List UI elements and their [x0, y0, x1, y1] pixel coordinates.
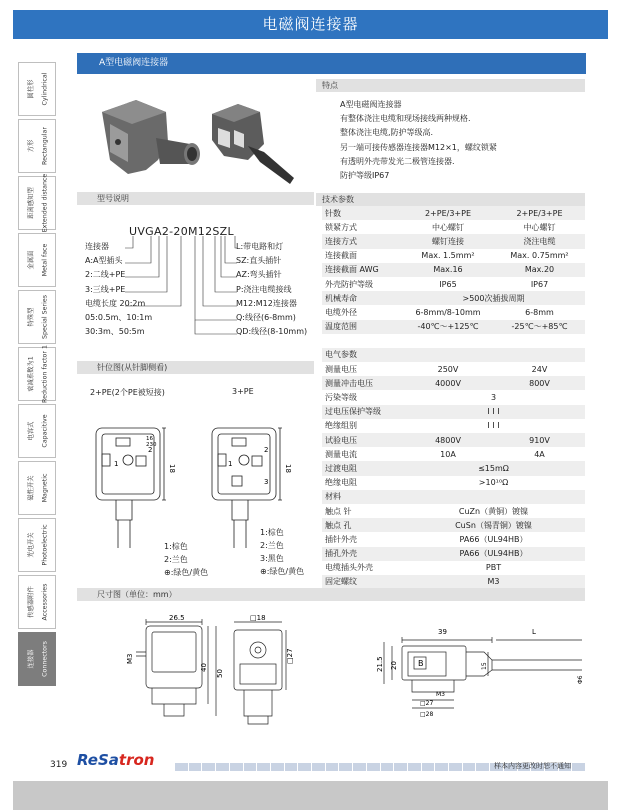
spec-row — [322, 362, 585, 376]
text-line: 有整体浇注电缆和现场接线两种规格. — [340, 114, 471, 124]
dim3-h3: 15 — [481, 662, 488, 670]
text-line: 05:0.5m、10:1m — [85, 313, 153, 323]
dimension-drawings — [112, 612, 592, 730]
strip-cell — [202, 763, 215, 771]
spec-value — [402, 490, 494, 504]
features-list — [340, 98, 585, 183]
spec-label — [322, 334, 402, 348]
spec-label: 外壳防护等级 — [325, 279, 373, 289]
spec-value: 浇注电缆 — [494, 234, 585, 248]
spec-value: CuZn（黄铜）镀镍 — [458, 506, 529, 516]
section-title: A型电磁阀连接器 — [77, 53, 586, 74]
text-line: 防护等级IP67 — [340, 171, 390, 181]
side-tab-label: 衰减系数为1 — [27, 356, 35, 392]
svg-text:2: 2 — [264, 446, 269, 454]
text-line: 3:三线+PE — [85, 284, 126, 294]
strip-cell — [449, 763, 462, 771]
strip-cell — [353, 763, 366, 771]
side-tab-label-en: Connectors — [41, 641, 49, 677]
strip-cell — [422, 763, 435, 771]
spec-value: 螺钉连接 — [402, 234, 494, 248]
page-title: 电磁阀连接器 — [13, 10, 608, 39]
pins-right-legend — [260, 526, 304, 578]
spec-row — [322, 291, 585, 305]
dim3-b2: □28 — [420, 711, 434, 718]
spec-label: 电气参数 — [322, 348, 402, 362]
pins-right-title: 3+PE — [232, 387, 254, 396]
side-tab-label: 电容式 — [27, 421, 35, 441]
side-tab-6[interactable] — [18, 404, 56, 458]
spec-label: 试验电压 — [322, 433, 402, 447]
spec-value: IP65 — [439, 279, 457, 289]
text-line: 整体浇注电缆,防护等级高. — [340, 128, 434, 138]
text-line: 2:二线+PE — [85, 270, 126, 280]
strip-cell — [216, 763, 229, 771]
spec-value: 800V — [494, 376, 585, 390]
connector-photo-left — [102, 100, 200, 174]
side-tab-8[interactable] — [18, 518, 56, 572]
features-header: 特点 — [316, 79, 585, 92]
spec-label: 触点 孔 — [322, 518, 402, 532]
side-tab-label-en: Reduction factor 1 — [41, 345, 49, 403]
spec-label: 连接截面 AWG — [322, 263, 402, 277]
spec-value: 910V — [494, 433, 585, 447]
text-line: 2:兰色 — [260, 541, 284, 550]
strip-cell — [326, 763, 339, 771]
spec-row — [322, 305, 585, 319]
strip-cell — [394, 763, 407, 771]
spec-row — [322, 390, 585, 404]
strip-cell — [285, 763, 298, 771]
spec-value: 250V — [437, 364, 459, 374]
spec-value: 6-8mm/8-10mm — [415, 307, 481, 317]
side-tab-label: 传感器附件 — [27, 586, 35, 618]
text-line: 有透明外壳带发光二极管连接器. — [340, 156, 455, 166]
spec-row — [322, 376, 585, 390]
spec-value — [494, 490, 585, 504]
spec-label: 测量电流 — [325, 449, 357, 459]
spec-value — [494, 348, 585, 362]
model-header: 型号说明 — [77, 192, 314, 205]
text-line: ⊕:绿色/黄色 — [260, 567, 305, 576]
logo-part-a: ReSa — [77, 751, 119, 769]
spec-value: CuSn（锡青铜）镀镍 — [402, 518, 585, 532]
side-tab-7[interactable] — [18, 461, 56, 515]
spec-label: 插孔外壳 — [322, 547, 402, 561]
side-tab-label: 圆柱形 — [27, 79, 35, 99]
spec-value: 2+PE/3+PE — [402, 206, 494, 220]
strip-cell — [271, 763, 284, 771]
strip-cell — [244, 763, 257, 771]
spec-row — [322, 518, 585, 532]
spec-row — [322, 320, 585, 334]
svg-text:3: 3 — [264, 478, 269, 486]
spec-label: 温度范围 — [322, 320, 402, 334]
dim3-h1: 21.5 — [376, 656, 384, 672]
spec-row — [322, 447, 585, 461]
side-tab-label-en: Magnetic — [41, 473, 49, 503]
dim3-badge: B — [418, 659, 424, 668]
spec-row — [322, 405, 585, 419]
spec-row — [322, 277, 585, 291]
spec-label: 污染等级 — [325, 393, 357, 403]
spec-row — [322, 206, 585, 220]
spec-value: >10¹⁰Ω — [478, 478, 509, 488]
spec-label: 固定螺纹 — [322, 575, 402, 589]
svg-text:1: 1 — [228, 460, 233, 468]
strip-cell — [367, 763, 380, 771]
side-tab-label-en: Cylindrical — [41, 72, 49, 106]
side-tab-1[interactable] — [18, 119, 56, 173]
text-line: L:带电路和灯 — [236, 242, 284, 251]
spec-label: 过渡电阻 — [322, 461, 402, 475]
side-tab-label: 光电开关 — [27, 532, 35, 558]
spec-value: ≤15mΩ — [402, 461, 585, 475]
footer-notice: 样本内容更改时恕不通知 — [494, 762, 571, 770]
spec-row — [322, 263, 585, 277]
text-line: ⊕:绿色/黄色 — [164, 568, 209, 577]
spec-label: 锁紧方式 — [325, 222, 357, 232]
spec-label: 机械寿命 — [322, 291, 402, 305]
dim3-width: 39 — [438, 628, 447, 636]
spec-row — [322, 461, 585, 475]
specs-table — [322, 206, 585, 589]
pins-header: 针位图(从针脚侧看) — [77, 361, 314, 374]
spec-label: 连接方式 — [322, 234, 402, 248]
side-tab-5[interactable] — [18, 347, 56, 401]
page-number: 319 — [50, 760, 68, 770]
svg-text:2: 2 — [148, 446, 153, 454]
spec-label: 过电压保护等级 — [322, 405, 402, 419]
spec-row — [322, 348, 585, 362]
spec-label: 绝缘电阻 — [325, 478, 357, 488]
spec-value: 10A — [440, 449, 456, 459]
text-line: P:浇注电缆接线 — [236, 284, 292, 294]
side-tab-label-en: Capacitive — [41, 414, 49, 448]
spec-value: IP67 — [530, 279, 549, 289]
spec-row — [322, 249, 585, 263]
dim1-width: 26.5 — [169, 614, 185, 622]
side-tab-4[interactable] — [18, 290, 56, 344]
spec-value: Max. 0.75mm² — [510, 251, 569, 261]
spec-value: 4A — [534, 449, 545, 459]
side-tab-label: 距离感知型 — [27, 187, 35, 219]
spec-value: PA66（UL94HB） — [402, 547, 585, 561]
strip-cell — [230, 763, 243, 771]
spec-label: 触点 针 — [325, 506, 352, 516]
text-line: 1:棕色 — [260, 528, 284, 537]
model-right-labels — [236, 240, 307, 339]
pin-dim-230: 230 — [146, 442, 157, 448]
spec-value: Max. 1.5mm² — [421, 251, 475, 261]
strip-cell — [476, 763, 489, 771]
spec-row — [322, 220, 585, 234]
dims-header: 尺寸图（单位：mm） — [77, 588, 585, 601]
strip-cell — [435, 763, 448, 771]
text-line: Q:线径(6-8mm) — [236, 313, 296, 323]
side-tab-label: 方形 — [27, 139, 35, 153]
side-tab-2[interactable] — [18, 173, 56, 233]
text-line: A型电磁阀连接器 — [340, 100, 402, 109]
side-tab-label: 连接器 — [27, 649, 35, 669]
side-tab-label-en: Photoelectric — [41, 524, 49, 566]
dim3-length: L — [532, 628, 536, 636]
product-photos — [88, 90, 308, 190]
pin-dim-18-right: 18 — [284, 464, 292, 473]
spec-value: -40℃～+125℃ — [402, 320, 494, 334]
spec-row — [322, 234, 585, 248]
dim2-height: □27 — [286, 648, 294, 664]
text-line: QD:线径(8-10mm) — [236, 327, 308, 337]
strip-cell — [312, 763, 325, 771]
dim3-h2: 20 — [390, 661, 398, 670]
brand-logo — [77, 751, 154, 769]
dim1-m3: M3 — [126, 653, 134, 664]
spec-row — [322, 575, 585, 589]
spec-value: 2+PE/3+PE — [494, 206, 585, 220]
dim3-m3: M3 — [436, 691, 445, 698]
pin-dim-18-left: 18 — [168, 464, 176, 473]
dim3-dia: Φ6 — [577, 675, 584, 684]
side-tab-label-en: Rectangular — [41, 127, 49, 165]
side-tab-3[interactable] — [18, 233, 56, 287]
spec-value — [402, 348, 494, 362]
side-tab-label-en: Metal face — [41, 243, 49, 277]
text-line: 另一端可接传感器连接器M12×1，螺纹锁紧 — [340, 142, 497, 152]
text-line: 1:棕色 — [164, 542, 188, 551]
spec-value — [402, 334, 494, 348]
connector-photo-right — [212, 104, 294, 184]
spec-row — [322, 433, 585, 447]
spec-value: 4800V — [402, 433, 494, 447]
pin-dim-16: 16 — [146, 436, 153, 442]
side-tab-label-en: Accessories — [41, 583, 49, 621]
side-tab-9[interactable] — [18, 575, 56, 629]
strip-cell — [298, 763, 311, 771]
spec-label: 测量电压 — [325, 364, 357, 374]
spec-label: 电缆外径 — [325, 307, 357, 317]
spec-value: PBT — [485, 563, 502, 573]
logo-part-b: tron — [118, 751, 155, 769]
text-line: 3:黑色 — [260, 554, 284, 563]
spec-value: 3 — [490, 393, 497, 403]
strip-cell — [175, 763, 188, 771]
dim2-width: □18 — [250, 614, 266, 622]
side-tab-label-en: Special Series — [41, 294, 49, 340]
pins-left-legend — [164, 540, 208, 579]
side-tab-label: 特殊型 — [27, 307, 35, 327]
spec-value: M3 — [402, 575, 585, 589]
spec-label: 电缆插头外壳 — [325, 563, 373, 573]
strip-cell — [339, 763, 352, 771]
spec-row — [322, 504, 585, 518]
spec-value: I I I — [402, 405, 585, 419]
side-tab-label: 磁性开关 — [27, 475, 35, 501]
spec-value: >500次插拔周期 — [402, 291, 585, 305]
svg-text:1: 1 — [114, 460, 119, 468]
spec-row — [322, 334, 585, 348]
spec-value: I I I — [487, 421, 500, 431]
dim3-b1: □27 — [420, 700, 434, 707]
strip-cell — [572, 763, 585, 771]
dim1-h1: 40 — [200, 663, 208, 672]
specs-header: 技术参数 — [316, 193, 585, 206]
text-line: 连接器 — [85, 242, 109, 251]
strip-cell — [381, 763, 394, 771]
spec-row — [322, 547, 585, 561]
text-line: A:A型插头 — [85, 256, 123, 266]
side-tab-label: 金属面 — [27, 250, 35, 270]
text-line: 30:3m、50:5m — [85, 327, 145, 337]
model-leader-lines — [125, 236, 243, 340]
strip-cell — [463, 763, 476, 771]
spec-label: 测量冲击电压 — [322, 376, 402, 390]
spec-label: 绝缘组别 — [325, 421, 357, 431]
spec-row — [322, 476, 585, 490]
spec-value: PA66（UL94HB） — [459, 534, 528, 544]
dim1-h2: 50 — [216, 669, 224, 678]
spec-value: 中心螺钉 — [432, 222, 464, 232]
spec-value: 6-8mm — [525, 307, 554, 317]
strip-cell — [257, 763, 270, 771]
spec-value: 中心螺钉 — [523, 222, 556, 232]
bottom-bar — [13, 781, 608, 810]
side-tab-10[interactable] — [18, 632, 56, 686]
side-tab-0[interactable] — [18, 62, 56, 116]
text-line: 电缆长度 20:2m — [85, 298, 146, 308]
text-line: AZ:弯头插针 — [236, 270, 282, 280]
spec-value — [494, 334, 585, 348]
strip-cell — [408, 763, 421, 771]
pins-left-title: 2+PE(2个PE被短接) — [90, 388, 165, 397]
spec-label: 连接截面 — [325, 251, 357, 261]
spec-value: -25℃～+85℃ — [494, 320, 585, 334]
spec-row — [322, 419, 585, 433]
spec-value: Max.16 — [402, 263, 494, 277]
text-line: SZ:直头插针 — [236, 256, 282, 266]
side-tab-label-en: Extended distance — [41, 173, 49, 233]
text-line: M12:M12连接器 — [236, 298, 297, 308]
spec-row — [322, 490, 585, 504]
text-line: 2:兰色 — [164, 555, 188, 564]
spec-row — [322, 532, 585, 546]
spec-value: Max.20 — [494, 263, 585, 277]
spec-value: 24V — [531, 364, 548, 374]
spec-value: 4000V — [402, 376, 494, 390]
spec-row — [322, 561, 585, 575]
spec-label: 针数 — [322, 206, 402, 220]
strip-cell — [189, 763, 202, 771]
spec-label: 材料 — [322, 490, 402, 504]
model-code: UVGA2-20M12SZL — [129, 225, 234, 238]
spec-label: 插针外壳 — [325, 534, 357, 544]
